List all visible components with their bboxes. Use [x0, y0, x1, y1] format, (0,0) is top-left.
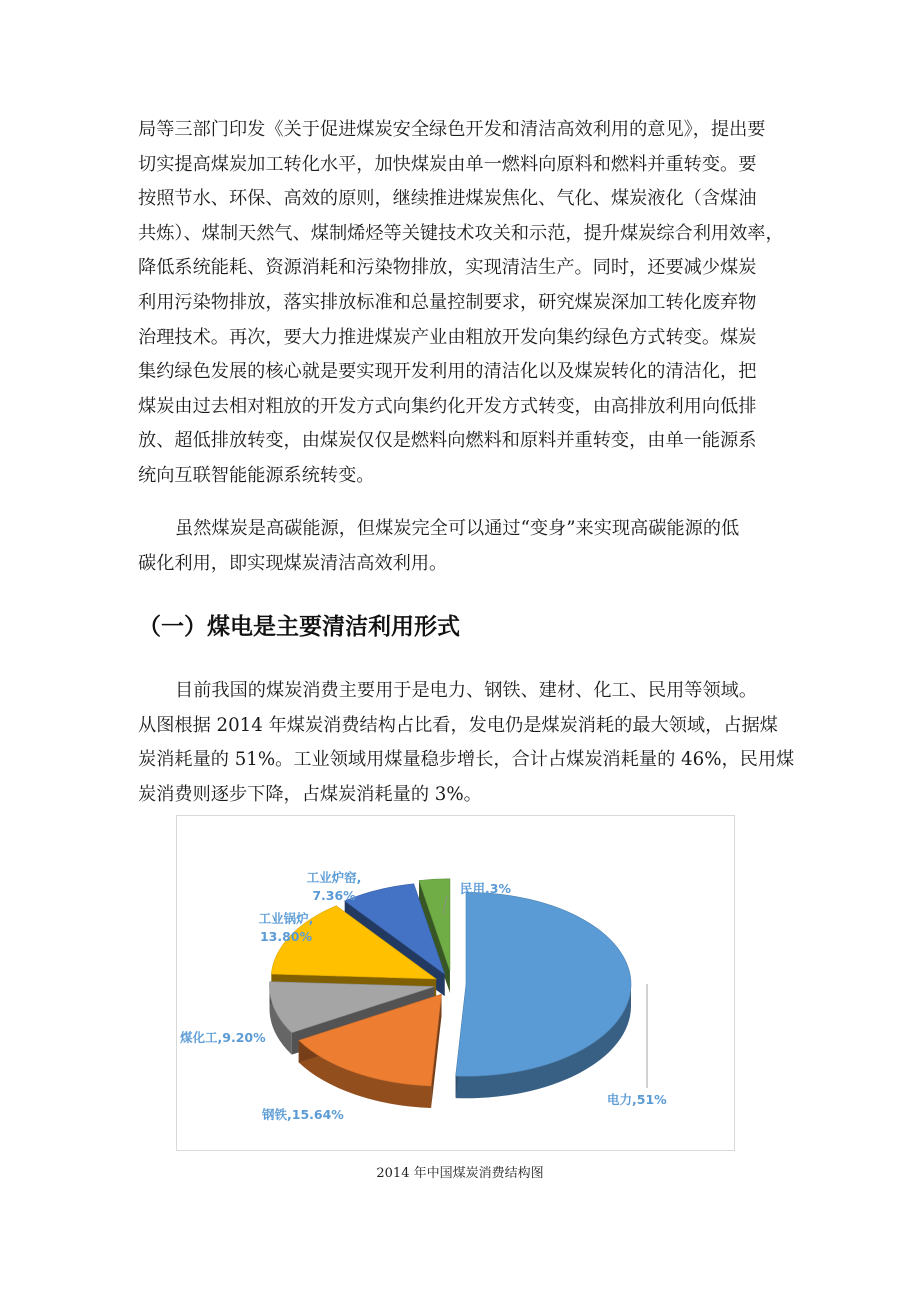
text-line: 炭消费则逐步下降，占煤炭消耗量的 3%。 — [138, 783, 482, 805]
chart-frame — [176, 815, 735, 1151]
text-line: 从图根据 2014 年煤炭消费结构占比看，发电仍是煤炭消耗的最大领域，占据煤 — [138, 714, 778, 736]
text-line: 治理技术。再次，要大力推进煤炭产业由粗放开发向集约绿色方式转变。煤炭 — [138, 326, 757, 348]
figure-caption: 2014 年中国煤炭消费结构图 — [376, 1166, 544, 1181]
text-line: 切实提高煤炭加工转化水平，加快煤炭由单一燃料向原料和燃料并重转变。要 — [138, 153, 757, 175]
data-label-民用: 民用,3% — [460, 881, 511, 896]
text-line: 虽然煤炭是高碳能源，但煤炭完全可以通过“变身”来实现高碳能源的低 — [175, 518, 740, 539]
pie-slice-电力 — [456, 892, 631, 1098]
data-label-煤化工: 煤化工,9.20% — [180, 1030, 266, 1045]
text-line: 煤炭由过去相对粗放的开发方式向集约化开发方式转变，由高排放利用向低排 — [138, 395, 757, 417]
paragraph-policy — [138, 113, 798, 494]
text-line: 统向互联智能能源系统转变。 — [138, 464, 375, 486]
text-line: 炭消耗量的 51%。工业领域用煤量稳步增长，合计占煤炭消耗量的 46%，民用煤 — [138, 749, 795, 771]
text-line: 利用污染物排放，落实排放标准和总量控制要求，研究煤炭深加工转化废弃物 — [138, 291, 757, 313]
text-line: 碳化利用，即实现煤炭清洁高效利用。 — [138, 552, 448, 574]
data-label-工业炉窑: 工业炉窑, 7.36% — [306, 870, 362, 903]
section-heading: （一）煤电是主要清洁利用形式 — [138, 614, 460, 640]
text-line: 放、超低排放转变，由煤炭仅仅是燃料向燃料和原料并重转变，由单一能源系 — [138, 430, 757, 452]
data-label-工业锅炉: 工业锅炉, 13.80% — [258, 911, 314, 944]
paragraph-consumption — [138, 674, 798, 812]
text-line: 降低系统能耗、资源消耗和污染物排放，实现清洁生产。同时，还要减少煤炭 — [138, 257, 757, 279]
pie-chart — [177, 816, 734, 1150]
text-line: 按照节水、环保、高效的原则，继续推进煤炭焦化、气化、煤炭液化（含煤油 — [138, 188, 757, 210]
data-label-电力: 电力,51% — [607, 1092, 667, 1107]
paragraph-low-carbon — [138, 512, 798, 581]
text-line: 共炼）、煤制天然气、煤制烯烃等关键技术攻关和示范，提升煤炭综合利用效率， — [138, 222, 784, 244]
text-line: 集约绿色发展的核心就是要实现开发利用的清洁化以及煤炭转化的清洁化，把 — [138, 361, 757, 383]
text-line: 目前我国的煤炭消费主要用于是电力、钢铁、建材、化工、民用等领域。 — [175, 680, 758, 701]
text-line: 局等三部门印发《关于促进煤炭安全绿色开发和清洁高效利用的意见》，提出要 — [138, 119, 766, 140]
data-label-钢铁: 钢铁,15.64% — [262, 1107, 344, 1122]
